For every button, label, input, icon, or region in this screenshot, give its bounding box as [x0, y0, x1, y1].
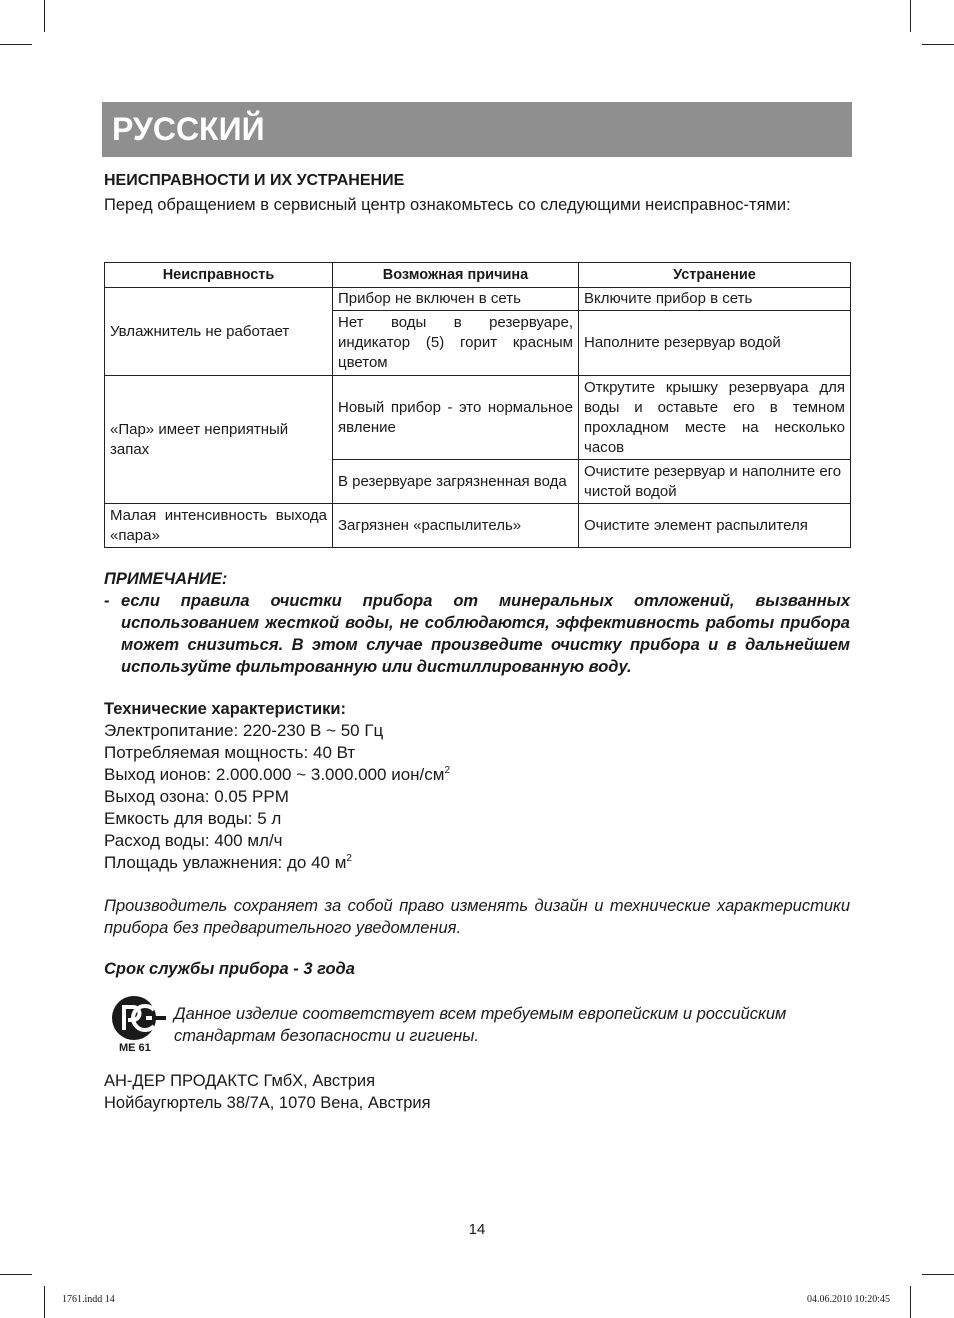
- troubleshooting-table: [104, 262, 851, 548]
- spec-ion-output: [104, 764, 850, 786]
- fix-cell: Очистите резервуар и наполните его чистой водой: [579, 460, 851, 504]
- company-name: АН-ДЕР ПРОДАКТС ГмбХ, Австрия: [104, 1072, 376, 1090]
- service-life: Срок службы прибора - 3 года: [104, 960, 355, 978]
- spec-area: [104, 852, 850, 874]
- crop-mark: [44, 0, 45, 32]
- specs-block: [104, 698, 850, 874]
- intro-text: Перед обращением в сервисный центр ознакомьтесь со следующими неисправнос-тями:: [104, 196, 791, 214]
- section-title: НЕИСПРАВНОСТИ И ИХ УСТРАНЕНИЕ: [104, 172, 405, 189]
- fix-cell: Открутите крышку резервуара для воды и оставьте его в темном прохладном месте на несколько часов: [579, 376, 851, 460]
- note-title: ПРИМЕЧАНИЕ:: [104, 570, 228, 588]
- page-number: 14: [468, 1221, 486, 1238]
- slug-timestamp: 04.06.2010 10:20:45: [806, 1294, 890, 1305]
- slug-filename: 1761.indd 14: [62, 1294, 115, 1305]
- spec-power-supply: Электропитание: 220-230 В ~ 50 Гц: [104, 721, 384, 740]
- specs-title: Технические характеристики:: [104, 700, 347, 718]
- crop-mark: [44, 1286, 45, 1318]
- note-text: если правила очистки прибора от минеральных отложений, вызванных использованием жесткой воды, не соблюдаются, эффективность работы прибора может снизиться. В этом случае произведите очистку прибора и в дальнейшем используйте фильтрованную или дистиллированную воду.: [121, 592, 850, 676]
- cause-cell: Загрязнен «распылитель»: [333, 504, 579, 548]
- spec-consumption: Расход воды: 400 мл/ч: [104, 831, 283, 850]
- language-tab: РУССКИЙ: [102, 102, 852, 157]
- problem-cell: Увлажнитель не работает: [105, 288, 333, 376]
- problem-cell: «Пар» имеет неприятный запах: [105, 376, 333, 504]
- spec-capacity: Емкость для воды: 5 л: [104, 809, 282, 828]
- fix-cell: Очистите элемент распылителя: [579, 504, 851, 548]
- spec-area-text: Площадь увлажнения: до 40 м: [104, 853, 347, 872]
- cause-cell: Нет воды в резервуаре, индикатор (5) горит красным цветом: [333, 311, 579, 376]
- spec-ion-output-text: Выход ионов: 2.000.000 ~ 3.000.000 ион/см: [104, 765, 445, 784]
- crop-mark: [922, 1274, 954, 1275]
- crop-mark: [0, 1274, 32, 1275]
- crop-mark: [922, 44, 954, 45]
- pct-certification-icon: [106, 994, 166, 1058]
- table-row: [105, 504, 851, 548]
- problem-cell: Малая интенсивность выхода «пара»: [105, 504, 333, 548]
- crop-mark: [0, 44, 32, 45]
- note-dash: -: [104, 592, 110, 610]
- table-row: [105, 288, 851, 311]
- cause-cell: В резервуаре загрязненная вода: [333, 460, 579, 504]
- table-header-row: [105, 263, 851, 288]
- fix-cell: Наполните резервуар водой: [579, 311, 851, 376]
- note-block: [104, 568, 850, 678]
- fix-cell: Включите прибор в сеть: [579, 288, 851, 311]
- note-item: [104, 590, 850, 678]
- superscript: 2: [444, 765, 451, 776]
- pct-logo-code: ME 61: [119, 1042, 151, 1054]
- disclaimer-text: Производитель сохраняет за собой право изменять дизайн и технические характеристики прибора без предварительного уведомления.: [104, 897, 850, 937]
- table-row: [105, 376, 851, 460]
- cause-cell: Новый прибор - это нормальное явление: [333, 376, 579, 460]
- cause-cell: Прибор не включен в сеть: [333, 288, 579, 311]
- column-header: Неисправность: [105, 263, 333, 288]
- column-header: Устранение: [579, 263, 851, 288]
- crop-mark: [910, 1286, 911, 1318]
- certification-text: Данное изделие соответствует всем требуемым европейским и российским стандартам безопасности и гигиены.: [174, 1005, 787, 1045]
- spec-power: Потребляемая мощность: 40 Вт: [104, 743, 356, 762]
- company-address: Нойбаугюртель 38/7А, 1070 Вена, Австрия: [104, 1094, 431, 1112]
- column-header: Возможная причина: [333, 263, 579, 288]
- superscript: 2: [346, 853, 352, 864]
- spec-ozone: Выход озона: 0.05 PPM: [104, 787, 289, 806]
- crop-mark: [910, 0, 911, 32]
